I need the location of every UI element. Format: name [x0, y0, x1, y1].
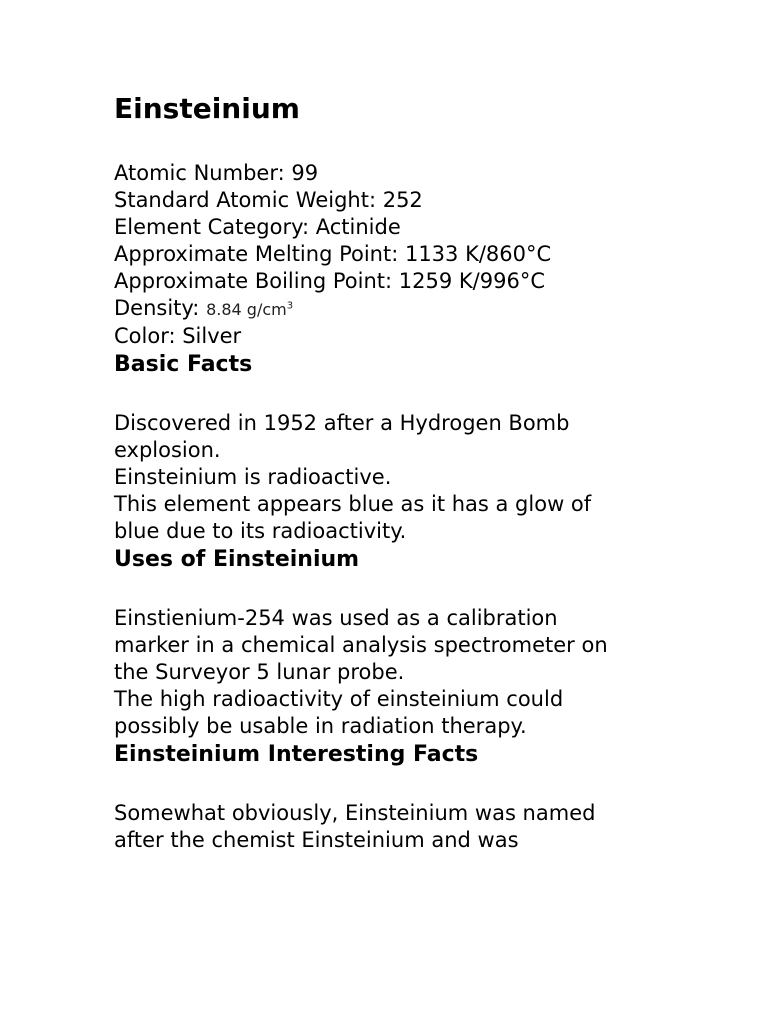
element-properties — [114, 160, 674, 350]
interesting-facts-text — [114, 800, 674, 854]
text-line: possibly be usable in radiation therapy. — [114, 714, 527, 738]
section-heading-uses: Uses of Einsteinium — [114, 547, 360, 572]
text-line: Somewhat obviously, Einsteinium was named — [114, 801, 596, 825]
density-number: 8.84 g/cm — [206, 300, 287, 319]
density-value — [206, 300, 293, 319]
density-label: Density: — [114, 296, 200, 320]
section-heading-basic-facts: Basic Facts — [114, 352, 253, 377]
text-line: blue due to its radioactivity. — [114, 519, 407, 543]
document-content — [114, 90, 674, 854]
density-exponent: 3 — [286, 300, 294, 312]
property-boiling-point: Approximate Boiling Point: 1259 K/996°C — [114, 269, 545, 293]
text-line: Einstienium-254 was used as a calibration — [114, 606, 558, 630]
uses-text — [114, 605, 674, 740]
text-line: The high radioactivity of einsteinium could — [114, 687, 564, 711]
property-category: Element Category: Actinide — [114, 215, 401, 239]
property-atomic-number: Atomic Number: 99 — [114, 161, 319, 185]
text-line: This element appears blue as it has a glow of — [114, 492, 592, 516]
text-line: the Surveyor 5 lunar probe. — [114, 660, 405, 684]
page-title: Einsteinium — [114, 92, 300, 125]
property-atomic-weight: Standard Atomic Weight: 252 — [114, 188, 423, 212]
section-heading-interesting-facts: Einsteinium Interesting Facts — [114, 742, 479, 767]
basic-facts-text — [114, 410, 674, 545]
property-density — [114, 295, 674, 323]
property-color: Color: Silver — [114, 324, 242, 348]
text-line: Einsteinium is radioactive. — [114, 465, 392, 489]
text-line: after the chemist Einsteinium and was — [114, 828, 519, 852]
property-melting-point: Approximate Melting Point: 1133 K/860°C — [114, 242, 552, 266]
text-line: marker in a chemical analysis spectrometer on — [114, 633, 608, 657]
text-line: explosion. — [114, 438, 221, 462]
text-line: Discovered in 1952 after a Hydrogen Bomb — [114, 411, 570, 435]
